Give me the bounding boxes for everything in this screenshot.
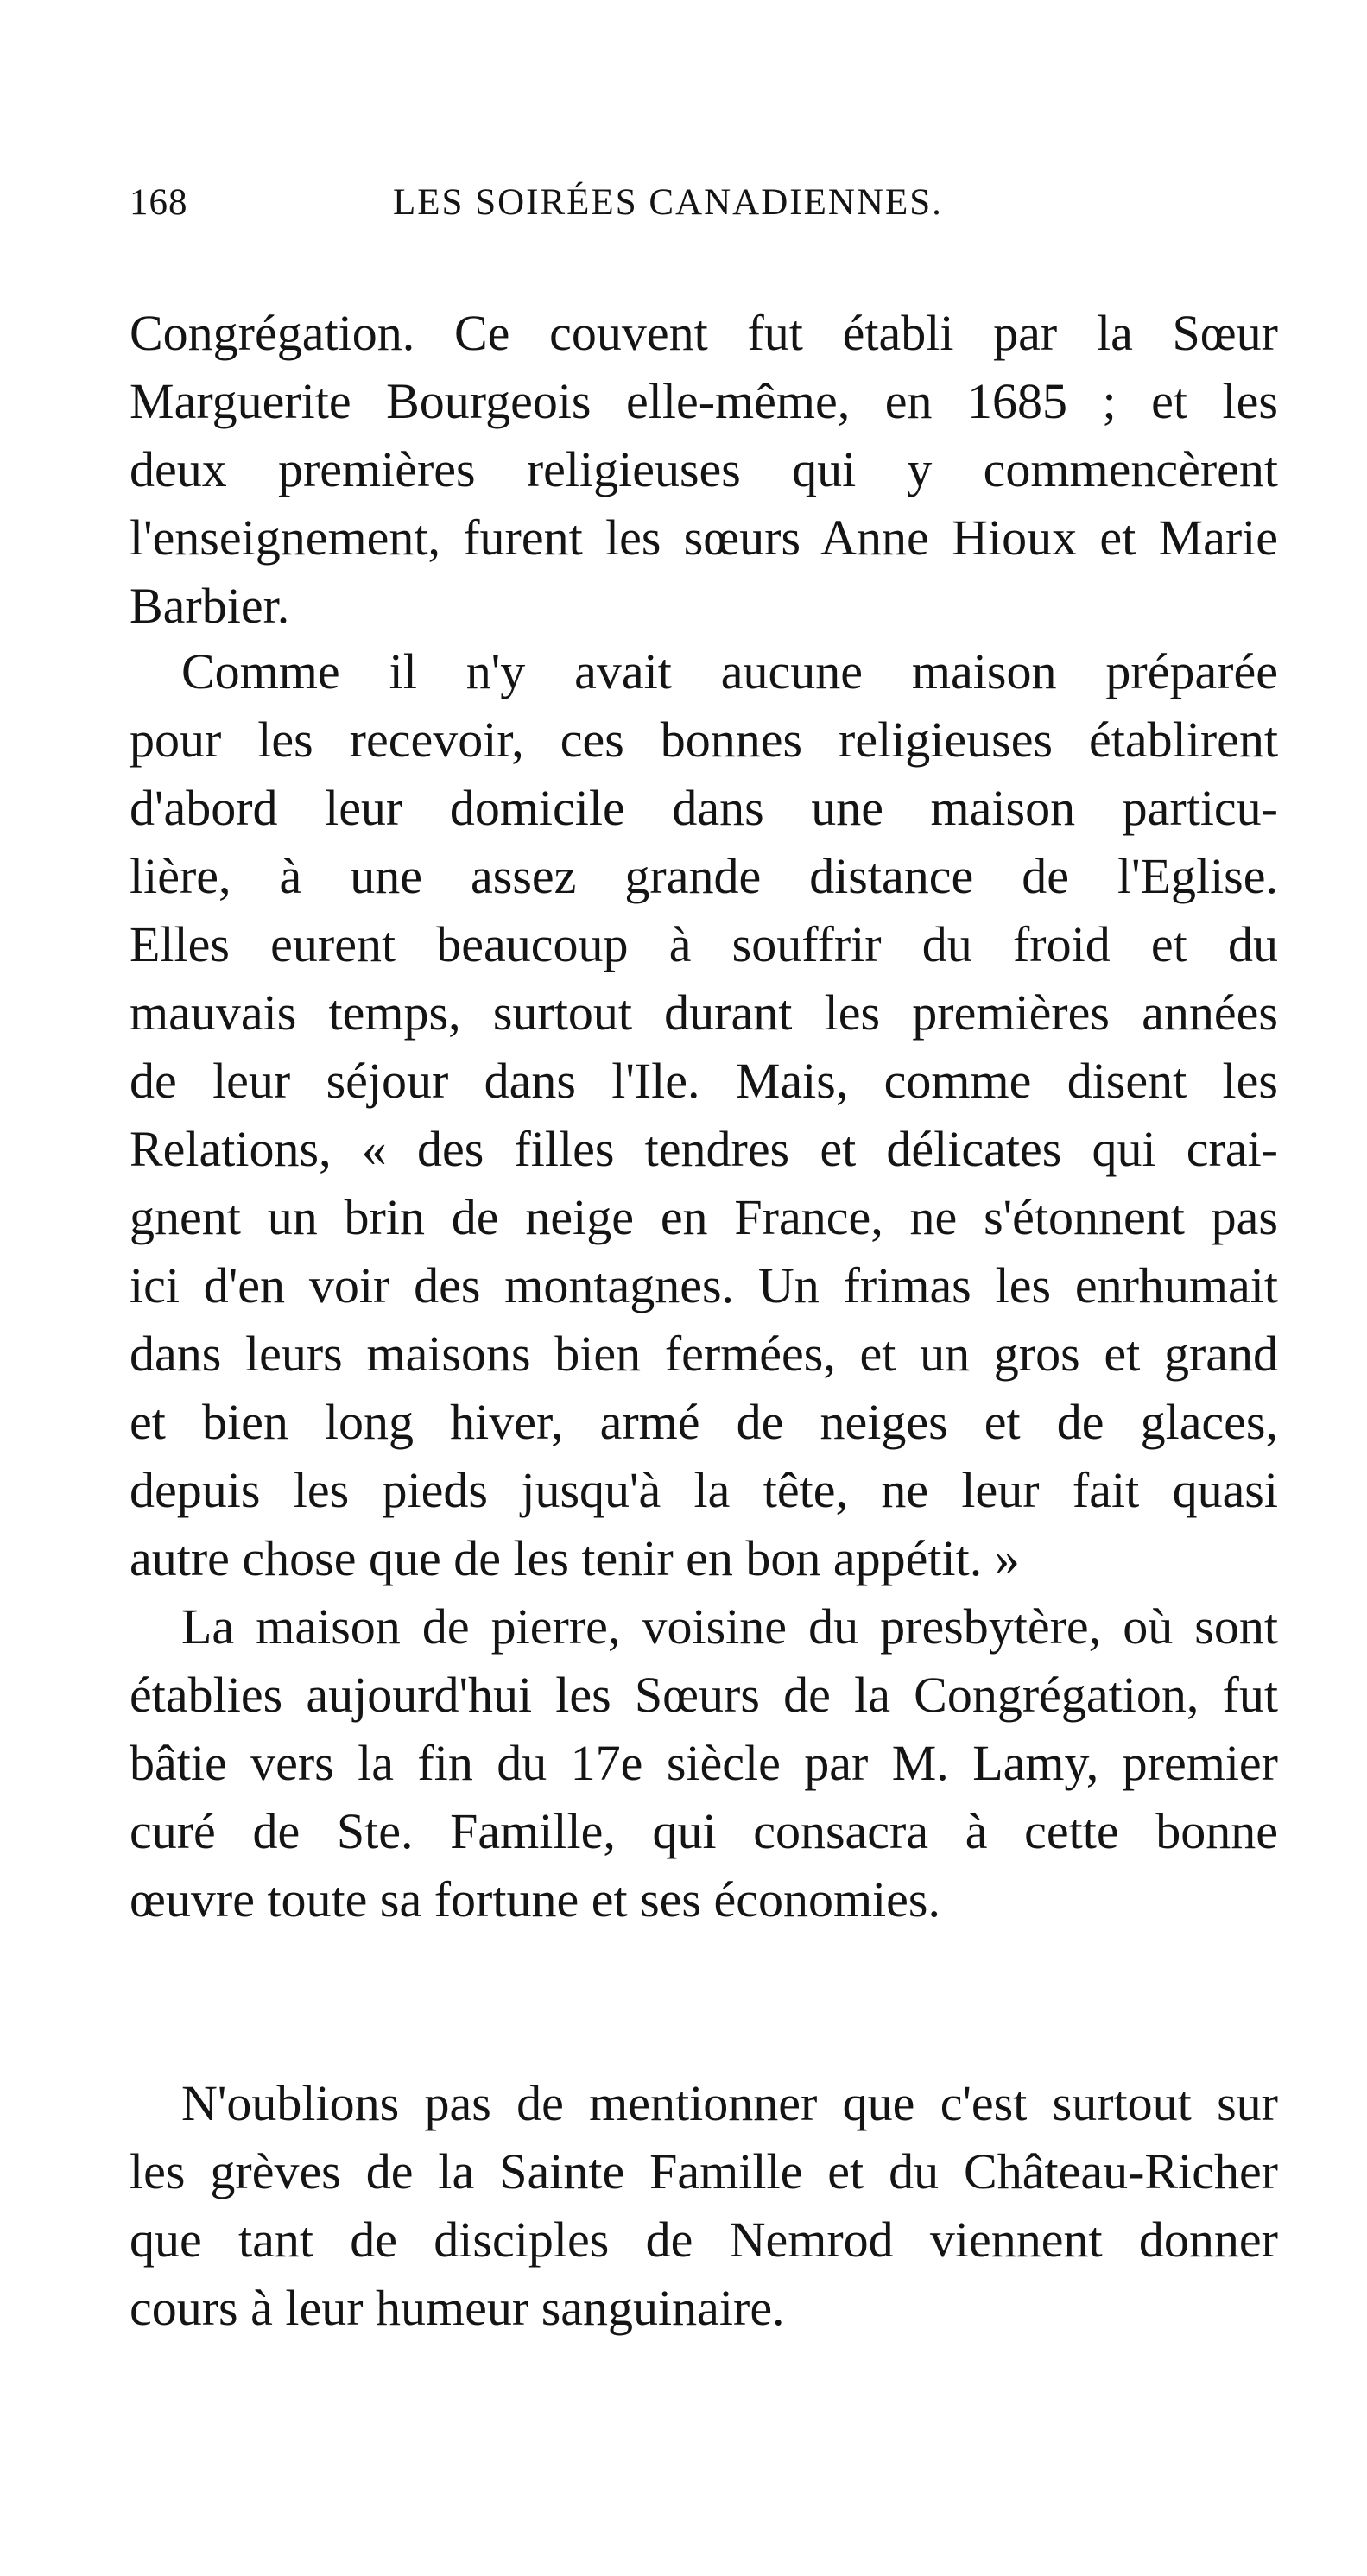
text-line: N'oublions pas de mentionner que c'est surtout sur [181,2075,1278,2131]
text-line: Barbier. [130,578,290,634]
text-line: Relations, « des filles tendres et délicates qui crai- [130,1121,1278,1177]
text-line: ici d'en voir des montagnes. Un frimas les enrhumait [130,1257,1278,1313]
running-head [130,181,1278,242]
text-line: lière, à une assez grande distance de l'Eglise. [130,848,1278,904]
text-line: curé de Ste. Famille, qui consacra à cette bonne [130,1803,1278,1859]
text-line: autre chose que de les tenir en bon appétit. » [130,1530,1020,1586]
text-line: Marguerite Bourgeois elle-même, en 1685 ; et les [130,373,1278,429]
text-line: Comme il n'y avait aucune maison préparée [181,643,1278,699]
text-line: de leur séjour dans l'Ile. Mais, comme disent les [130,1053,1278,1109]
text-line: cours à leur humeur sanguinaire. [130,2280,785,2336]
text-line: gnent un brin de neige en France, ne s'étonnent pas [130,1189,1278,1245]
paragraph-lodging [130,637,1278,1592]
text-line: mauvais temps, surtout durant les premières années [130,984,1278,1041]
page-number: 168 [130,182,188,223]
text-line: Congrégation. Ce couvent fut établi par la Sœur [130,305,1278,361]
text-line: depuis les pieds jusqu'à la tête, ne leur fait quasi [130,1462,1278,1518]
text-line: La maison de pierre, voisine du presbytère, où sont [181,1598,1278,1655]
paragraph-continuation [130,299,1278,640]
text-line: les grèves de la Sainte Famille et du Château-Richer [130,2143,1278,2199]
paragraph-nemrod [130,2069,1278,2342]
paragraph-stone-house [130,1592,1278,1934]
text-line: et bien long hiver, armé de neiges et de glaces, [130,1394,1278,1450]
text-line: pour les recevoir, ces bonnes religieuses établirent [130,712,1278,768]
book-page [130,181,1278,2336]
text-line: d'abord leur domicile dans une maison particu- [130,780,1278,836]
running-title: LES SOIRÉES CANADIENNES. [393,182,943,223]
text-line: deux premières religieuses qui y commencèrent [130,441,1278,497]
text-line: que tant de disciples de Nemrod viennent donner [130,2212,1278,2268]
text-line: Elles eurent beaucoup à souffrir du froid et du [130,916,1278,972]
text-line: l'enseignement, furent les sœurs Anne Hioux et Marie [130,510,1278,566]
text-line: bâtie vers la fin du 17e siècle par M. Lamy, premier [130,1735,1278,1791]
text-line: établies aujourd'hui les Sœurs de la Congrégation, fut [130,1667,1278,1723]
text-line: œuvre toute sa fortune et ses économies. [130,1871,940,1927]
text-line: dans leurs maisons bien fermées, et un gros et grand [130,1326,1278,1382]
